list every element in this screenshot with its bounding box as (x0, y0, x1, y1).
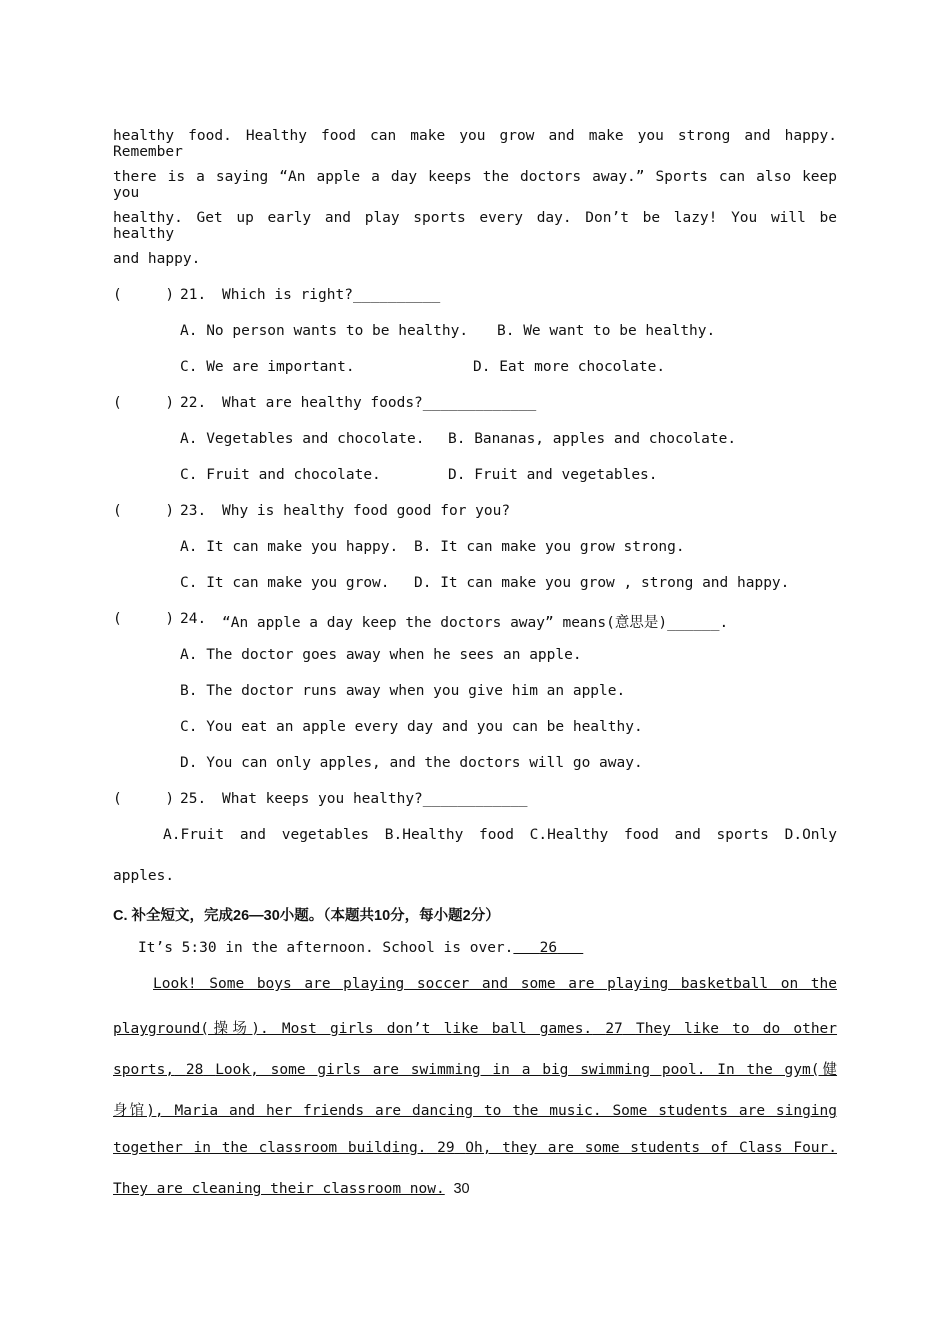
cloze-line-5b-text: Oh, they are some students of Class Four. (465, 1140, 837, 1156)
answer-bracket-22[interactable]: ( ) (113, 395, 175, 411)
blank-29[interactable]: 29 (437, 1140, 455, 1156)
passage-line-2: there is a saying “An apple a day keeps the doctors away.” Sports can also keep you (113, 169, 837, 201)
cloze-line-2 (113, 1017, 837, 1038)
question-stem-23: Why is healthy food good for you? (222, 503, 511, 519)
cloze-line-4: 身馆), Maria and her friends are dancing to the music. Some students are singing (113, 1103, 837, 1119)
cloze-line-3-text: sports, (113, 1062, 175, 1078)
answer-bracket-23[interactable]: ( ) (113, 503, 175, 519)
cloze-line-6-text: They are cleaning their classroom now. (113, 1181, 445, 1197)
option-21-a: A. No person wants to be healthy. (180, 323, 469, 339)
answer-bracket-21[interactable]: ( ) (113, 287, 175, 303)
question-number-25: 25. (180, 791, 207, 807)
cloze-line-5 (113, 1140, 837, 1156)
cloze-line-3 (113, 1058, 837, 1079)
cloze-line-2b-text: They like to do other (635, 1021, 838, 1037)
cloze-first-line (138, 940, 583, 956)
options-25-line: A.Fruit and vegetables B.Healthy food C.Healthy food and sports D.Only (163, 827, 837, 843)
question-number-22: 22. (180, 395, 207, 411)
blank-27[interactable]: 27 (605, 1021, 623, 1037)
option-23-a: A. It can make you happy. (180, 539, 399, 555)
blank-26[interactable] (513, 940, 583, 956)
blank-28[interactable]: 28 (185, 1062, 204, 1078)
option-22-d: D. Fruit and vegetables. (448, 467, 658, 483)
question-stem-25: What keeps you healthy?____________ (222, 791, 528, 807)
options-25-wrap: apples. (113, 868, 175, 884)
cloze-first-text: It’s 5:30 in the afternoon. School is over. (138, 940, 514, 956)
option-22-b: B. Bananas, apples and chocolate. (448, 431, 737, 447)
question-stem-22: What are healthy foods?_____________ (222, 395, 537, 411)
answer-bracket-25[interactable]: ( ) (113, 791, 175, 807)
option-23-b: B. It can make you grow strong. (414, 539, 685, 555)
option-22-a: A. Vegetables and chocolate. (180, 431, 425, 447)
passage-line-1: healthy food. Healthy food can make you grow and make you strong and happy. Remember (113, 128, 837, 160)
cloze-line-2-text: playground(操场). Most girls don’t like ball games. (113, 1021, 593, 1037)
option-24-d: D. You can only apples, and the doctors will go away. (180, 755, 643, 771)
option-21-b: B. We want to be healthy. (497, 323, 716, 339)
option-21-d: D. Eat more chocolate. (473, 359, 666, 375)
option-22-c: C. Fruit and chocolate. (180, 467, 381, 483)
cloze-line-1 (113, 976, 837, 992)
option-23-c: C. It can make you grow. (180, 575, 390, 591)
question-number-23: 23. (180, 503, 207, 519)
cloze-line-1-text: Look! Some boys are playing soccer and some are playing basketball on the (153, 976, 837, 992)
passage-line-3: healthy. Get up early and play sports every day. Don’t be lazy! You will be healthy (113, 210, 837, 242)
option-21-c: C. We are important. (180, 359, 355, 375)
option-24-b: B. The doctor runs away when you give him an apple. (180, 683, 626, 699)
cloze-line-3b-text: Look, some girls are swimming in a big swimming pool. In the gym(健 (215, 1062, 838, 1078)
question-number-21: 21. (180, 287, 207, 303)
answer-bracket-24[interactable]: ( ) (113, 611, 175, 627)
question-number-24: 24. (180, 611, 207, 627)
question-stem-24: “An apple a day keep the doctors away” means(意思是)______. (222, 615, 729, 631)
cloze-line-5-text: together in the classroom building. (113, 1140, 427, 1156)
cloze-line-6 (113, 1181, 470, 1197)
question-stem-21: Which is right?__________ (222, 287, 441, 303)
option-24-c: C. You eat an apple every day and you can be healthy. (180, 719, 643, 735)
blank-26-number: 26 (539, 940, 558, 956)
section-c-heading: C. 补全短文，完成26—30小题。（本题共10分，每小题2分） (113, 908, 500, 924)
blank-30[interactable]: 30 (453, 1181, 470, 1197)
option-24-a: A. The doctor goes away when he sees an apple. (180, 647, 582, 663)
option-23-d: D. It can make you grow , strong and happy. (414, 575, 790, 591)
passage-line-4: and happy. (113, 251, 201, 267)
